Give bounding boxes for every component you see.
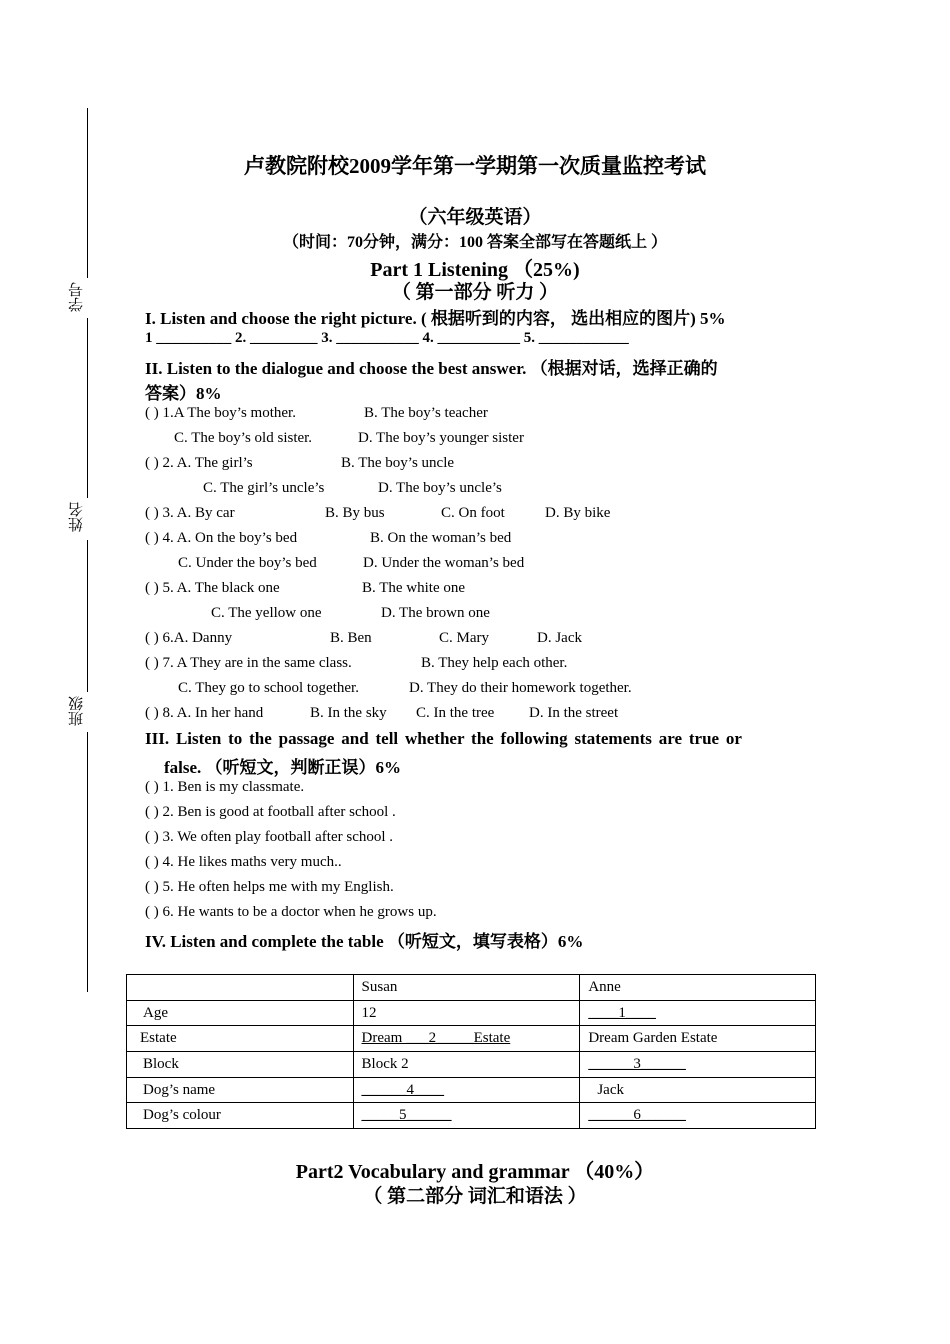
q7-option-b: B. They help each other. [421,655,568,671]
q6-option-a: ( ) 6.A. Danny [145,630,233,646]
answer-blank-5[interactable] [353,1103,580,1129]
blank-text: ______3______ [588,1055,686,1072]
table-header-cell [127,975,354,1001]
q5-option-d: D. The brown one [381,605,490,621]
binding-line-lower [87,540,88,692]
q4-option-b: B. On the woman’s bed [370,530,512,546]
tf-item-2: ( ) 2. Ben is good at football after school . [145,804,396,820]
row-label: Block [127,1052,354,1078]
binding-line-bottom [87,732,88,992]
tf-item-5: ( ) 5. He often helps me with my English. [145,879,394,895]
table-row [127,1052,816,1078]
q3-option-a: ( ) 3. A. By car [145,505,235,521]
section3-heading-line1: III. Listen to the passage and tell whether the following statements are true or [145,729,742,748]
q4-option-c: C. Under the boy’s bed [178,555,317,571]
section2-heading-line1: II. Listen to the dialogue and choose the best answer. （根据对话，选择正确的 [145,359,718,378]
q6-option-c: C. Mary [439,630,489,646]
q1-option-a: ( ) 1.A The boy’s mother. [145,405,296,421]
q1-option-b: B. The boy’s teacher [364,405,488,421]
q5-option-b: B. The white one [362,580,466,596]
table-header-row [127,975,816,1001]
section2-heading-line2: 答案）8% [145,384,222,403]
blank-text: Dream ___2_____Estate [361,1030,511,1047]
part1-title: Part 1 Listening （25%) [370,259,580,281]
tf-item-1: ( ) 1. Ben is my classmate. [145,779,305,795]
section4-heading: IV. Listen and complete the table （听短文，填写表格）6% [145,932,584,951]
q6-option-b: B. Ben [330,630,372,646]
class-label: 班级 [69,696,85,726]
part2-title-cn: （ 第二部分 词汇和语法 ） [363,1186,587,1207]
name-label: 姓名 [69,502,85,532]
tf-item-6: ( ) 6. He wants to be a doctor when he grows up. [145,904,437,920]
q8-option-b: B. In the sky [310,705,387,721]
table-cell: 12 [353,1000,580,1026]
answer-blank-3[interactable] [580,1052,816,1078]
table-header-cell: Anne [580,975,816,1001]
part2-title: Part2 Vocabulary and grammar （40%） [295,1161,655,1183]
row-label: Dog’s name [127,1077,354,1103]
q2-option-b: B. The boy’s uncle [341,455,455,471]
binding-line-mid [87,318,88,498]
q3-option-c: C. On foot [441,505,505,521]
table-header-cell: Susan [353,975,580,1001]
blank-text: ____1____ [588,1004,656,1021]
table-row [127,1103,816,1129]
q8-option-c: C. In the tree [416,705,495,721]
q4-option-a: ( ) 4. A. On the boy’s bed [145,530,298,546]
answer-blank-6[interactable] [580,1103,816,1129]
exam-subject: （六年级英语） [408,207,542,228]
blank-text: ______6______ [588,1107,686,1124]
q5-option-c: C. The yellow one [211,605,322,621]
table-cell: Block 2 [353,1052,580,1078]
table-cell: Dream Garden Estate [580,1026,816,1052]
section1-answer-blanks: 1 __________ 2. _________ 3. ___________ 4. ___________ 5. ____________ [145,330,629,346]
blank-text: _____5______ [361,1107,452,1124]
student-number-label: 学号 [69,282,85,312]
q8-option-d: D. In the street [529,705,619,721]
q6-option-d: D. Jack [537,630,582,646]
tf-item-4: ( ) 4. He likes maths very much.. [145,854,342,870]
section3-heading-line2: false. （听短文，判断正误）6% [164,758,402,777]
answer-blank-2[interactable] [353,1026,580,1052]
table-row [127,1000,816,1026]
info-table [126,974,816,1129]
part1-title-cn: （ 第一部分 听力 ） [391,282,559,303]
blank-text: ______4____ [361,1081,445,1098]
q7-option-c: C. They go to school together. [178,680,359,696]
q3-option-b: B. By bus [325,505,385,521]
q5-option-a: ( ) 5. A. The black one [145,580,280,596]
q1-option-d: D. The boy’s younger sister [358,430,524,446]
row-label: Dog’s colour [127,1103,354,1129]
table-row [127,1026,816,1052]
answer-blank-1[interactable] [580,1000,816,1026]
row-label: Age [127,1000,354,1026]
row-label: Estate [127,1026,354,1052]
q3-option-d: D. By bike [545,505,611,521]
q2-option-a: ( ) 2. A. The girl’s [145,455,253,471]
exam-title: 卢教院附校2009学年第一学期第一次质量监控考试 [244,154,706,178]
q7-option-a: ( ) 7. A They are in the same class. [145,655,352,671]
q8-option-a: ( ) 8. A. In her hand [145,705,264,721]
q7-option-d: D. They do their homework together. [409,680,632,696]
section1-heading: I. Listen and choose the right picture. ( 根据听到的内容， 选出相应的图片) 5% [145,309,726,328]
tf-item-3: ( ) 3. We often play football after school . [145,829,394,845]
q2-option-d: D. The boy’s uncle’s [378,480,502,496]
answer-blank-4[interactable] [353,1077,580,1103]
table-row [127,1077,816,1103]
q4-option-d: D. Under the woman’s bed [363,555,525,571]
q2-option-c: C. The girl’s uncle’s [203,480,325,496]
q1-option-c: C. The boy’s old sister. [174,430,313,446]
table-cell: Jack [580,1077,816,1103]
exam-info: （时间：70分钟，满分：100 答案全部写在答题纸上 ） [282,234,667,251]
